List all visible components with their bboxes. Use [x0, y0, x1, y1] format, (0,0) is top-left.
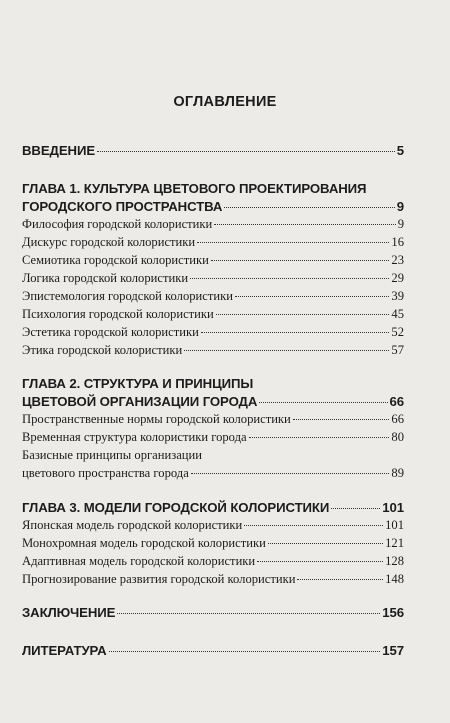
item-title: Эпистемология городской колористики — [22, 289, 233, 303]
toc-entry-chapter2[interactable] — [22, 394, 404, 409]
entry-title: ГЛАВА 3. МОДЕЛИ ГОРОДСКОЙ КОЛОРИСТИКИ — [22, 500, 330, 515]
item-page: 128 — [385, 554, 404, 568]
item-page: 29 — [391, 271, 404, 285]
entry-page: 157 — [382, 643, 404, 658]
toc-entry-intro[interactable] — [22, 143, 404, 158]
entry-page: 156 — [382, 605, 404, 620]
entry-title: ЦВЕТОВОЙ ОРГАНИЗАЦИИ ГОРОДА — [22, 394, 258, 409]
entry-title: ГОРОДСКОГО ПРОСТРАНСТВА — [22, 199, 223, 214]
toc-entry-conclusion[interactable] — [22, 605, 404, 620]
item-title: Прогнозирование развития городской колористики — [22, 572, 296, 586]
toc-item[interactable] — [22, 572, 404, 587]
item-page: 80 — [391, 430, 404, 444]
dot-leader — [184, 350, 389, 351]
item-title: Психология городской колористики — [22, 307, 214, 321]
dot-leader — [191, 473, 390, 474]
dot-leader — [235, 296, 389, 297]
toc-item[interactable] — [22, 466, 404, 481]
item-title: цветового пространства города — [22, 466, 189, 480]
entry-title: ЗАКЛЮЧЕНИЕ — [22, 605, 116, 620]
dot-leader — [259, 402, 387, 403]
dot-leader — [331, 508, 380, 509]
entry-title: ЛИТЕРАТУРА — [22, 643, 107, 658]
toc-item[interactable] — [22, 289, 404, 304]
dot-leader — [216, 314, 390, 315]
dot-leader — [257, 561, 383, 562]
item-page: 89 — [391, 466, 404, 480]
item-title: Монохромная модель городской колористики — [22, 536, 266, 550]
toc-item[interactable] — [22, 325, 404, 340]
toc-item[interactable] — [22, 307, 404, 322]
dot-leader — [297, 579, 383, 580]
chapter2-title-line1[interactable]: ГЛАВА 2. СТРУКТУРА И ПРИНЦИПЫ — [22, 376, 254, 391]
dot-leader — [190, 278, 389, 279]
toc-entry-chapter3[interactable] — [22, 500, 404, 515]
toc-title: ОГЛАВЛЕНИЕ — [173, 94, 277, 110]
item-page: 52 — [391, 325, 404, 339]
toc-item[interactable] — [22, 235, 404, 250]
dot-leader — [224, 207, 394, 208]
toc-item[interactable] — [22, 536, 404, 551]
item-title: Адаптивная модель городской колористики — [22, 554, 256, 568]
dot-leader — [197, 242, 389, 243]
item-page: 57 — [391, 343, 404, 357]
item-page: 9 — [397, 217, 404, 231]
toc-entry-literature[interactable] — [22, 643, 404, 658]
toc-item[interactable] — [22, 554, 404, 569]
dot-leader — [293, 419, 390, 420]
dot-leader — [244, 525, 383, 526]
item-page: 121 — [385, 536, 404, 550]
dot-leader — [97, 151, 395, 152]
item-page: 148 — [385, 572, 404, 586]
entry-page: 9 — [396, 199, 404, 214]
toc-item[interactable] — [22, 343, 404, 358]
item-page: 39 — [391, 289, 404, 303]
item-page: 45 — [391, 307, 404, 321]
item-title: Эстетика городской колористики — [22, 325, 199, 339]
item-title: Дискурс городской колористики — [22, 235, 196, 249]
toc-item[interactable] — [22, 271, 404, 286]
toc-entry-chapter1[interactable] — [22, 199, 404, 214]
toc-item-line1[interactable]: Базисные принципы организации — [22, 448, 203, 462]
dot-leader — [249, 437, 390, 438]
dot-leader — [214, 224, 395, 225]
item-title: Пространственные нормы городской колористики — [22, 412, 291, 426]
item-title: Этика городской колористики — [22, 343, 183, 357]
item-page: 66 — [391, 412, 404, 426]
toc-item[interactable] — [22, 412, 404, 427]
entry-page: 5 — [396, 143, 404, 158]
item-title: Логика городской колористики — [22, 271, 189, 285]
dot-leader — [211, 260, 390, 261]
toc-item[interactable] — [22, 217, 404, 232]
entry-page: 66 — [389, 394, 404, 409]
entry-page: 101 — [382, 500, 404, 515]
item-title: Японская модель городской колористики — [22, 518, 243, 532]
entry-title: ВВЕДЕНИЕ — [22, 143, 96, 158]
chapter1-title-line1[interactable]: ГЛАВА 1. КУЛЬТУРА ЦВЕТОВОГО ПРОЕКТИРОВАНИЯ — [22, 181, 367, 196]
item-page: 101 — [385, 518, 404, 532]
toc-item[interactable] — [22, 518, 404, 533]
item-title: Временная структура колористики города — [22, 430, 247, 444]
toc-item[interactable] — [22, 430, 404, 445]
dot-leader — [268, 543, 383, 544]
dot-leader — [201, 332, 390, 333]
dot-leader — [117, 613, 380, 614]
item-page: 16 — [391, 235, 404, 249]
item-page: 23 — [391, 253, 404, 267]
item-title: Философия городской колористики — [22, 217, 213, 231]
item-title: Семиотика городской колористики — [22, 253, 209, 267]
dot-leader — [109, 651, 381, 652]
toc-item[interactable] — [22, 253, 404, 268]
